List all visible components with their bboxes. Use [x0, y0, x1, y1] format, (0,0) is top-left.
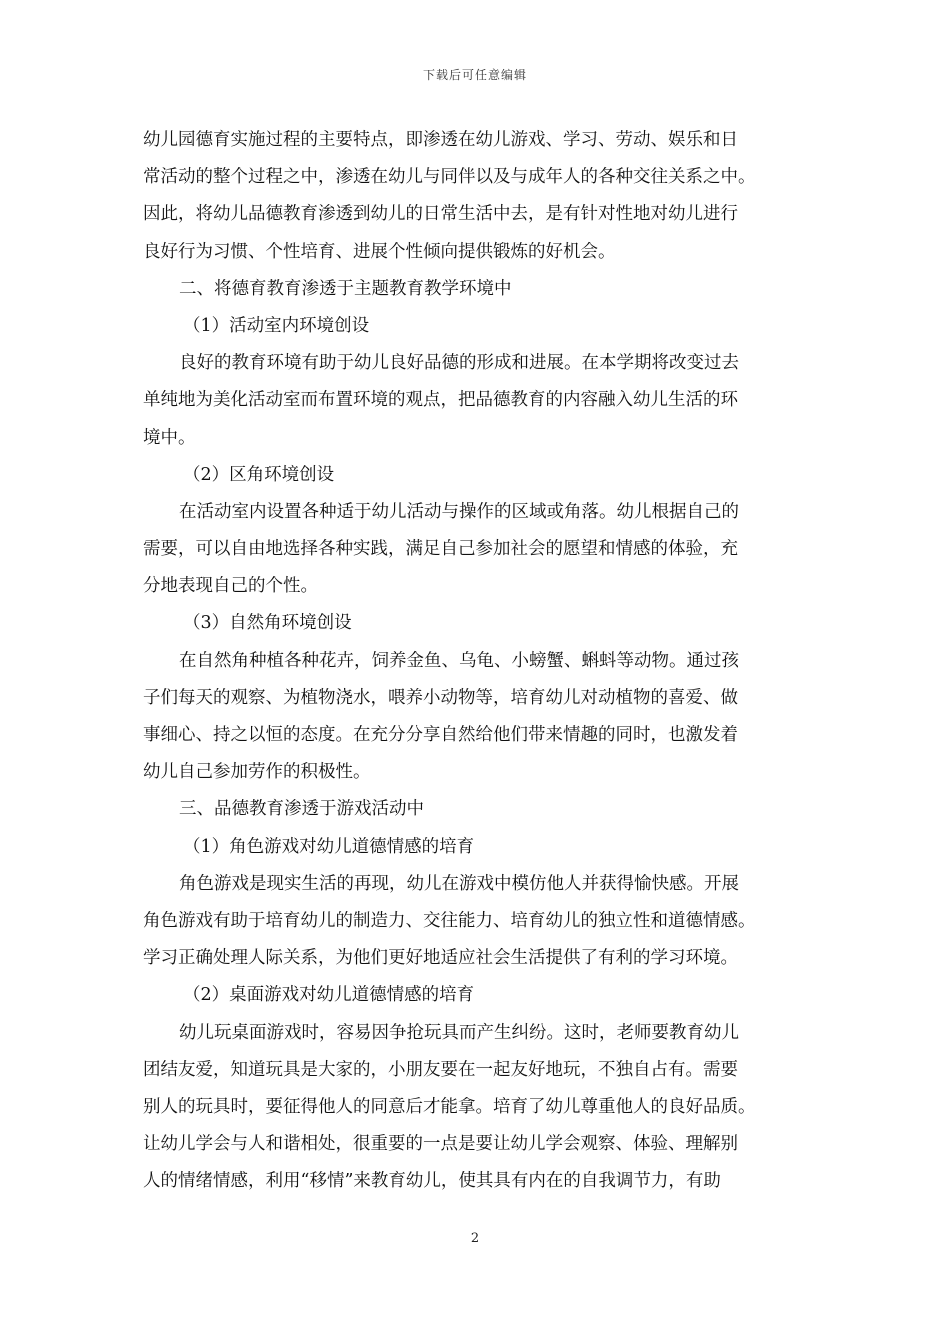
text-line: 事细心、持之以恒的态度。在充分分享自然给他们带来情趣的同时，也激发着 — [143, 725, 738, 745]
subsection-heading: （1）活动室内环境创设 — [183, 315, 370, 336]
text-line: 分地表现自己的个性。 — [143, 576, 318, 597]
text-line: 常活动的整个过程之中，渗透在幼儿与同伴以及与成年人的各种交往关系之中。 — [143, 167, 756, 188]
section-heading: 三、品德教育渗透于游戏活动中 — [179, 799, 424, 820]
page-header: 下载后可任意编辑 — [422, 68, 527, 82]
subsection-heading: （2）区角环境创设 — [183, 464, 335, 485]
document-body — [143, 122, 807, 1200]
text-line: 角色游戏是现实生活的再现，幼儿在游戏中模仿他人并获得愉快感。开展 — [179, 873, 739, 894]
text-line: 在活动室内设置各种适于幼儿活动与操作的区域或角落。幼儿根据自己的 — [179, 501, 739, 522]
text-line: 让幼儿学会与人和谐相处，很重要的一点是要让幼儿学会观察、体验、理解别 — [143, 1134, 738, 1155]
text-line: 幼儿园德育实施过程的主要特点，即渗透在幼儿游戏、学习、劳动、娱乐和日 — [143, 130, 738, 150]
text-line: 学习正确处理人际关系，为他们更好地适应社会生活提供了有利的学习环境。 — [143, 948, 738, 969]
text-line: 子们每天的观察、为植物浇水，喂养小动物等，培育幼儿对动植物的喜爱、做 — [143, 687, 738, 708]
text-line: 别人的玩具时，要征得他人的同意后才能拿。培育了幼儿尊重他人的良好品质。 — [143, 1096, 756, 1117]
text-line: 人的情绪情感，利用“移情”来教育幼儿，使其具有内在的自我调节力，有助 — [143, 1171, 721, 1192]
text-line: 良好的教育环境有助于幼儿良好品德的形成和进展。在本学期将改变过去 — [179, 353, 739, 374]
section-heading: 二、将德育教育渗透于主题教育教学环境中 — [179, 278, 512, 299]
page-number: 2 — [470, 1231, 480, 1246]
text-line: 幼儿玩桌面游戏时，容易因争抢玩具而产生纠纷。这时，老师要教育幼儿 — [179, 1022, 739, 1043]
subsection-heading: （1）角色游戏对幼儿道德情感的培育 — [183, 836, 475, 857]
subsection-heading: （3）自然角环境创设 — [183, 613, 352, 634]
text-line: 因此，将幼儿品德教育渗透到幼儿的日常生活中去，是有针对性地对幼儿进行 — [143, 204, 738, 225]
text-line: 需要，可以自由地选择各种实践，满足自己参加社会的愿望和情感的体验，充 — [143, 539, 738, 560]
subsection-heading: （2）桌面游戏对幼儿道德情感的培育 — [183, 985, 475, 1006]
text-line: 角色游戏有助于培育幼儿的制造力、交往能力、培育幼儿的独立性和道德情感。 — [143, 910, 756, 931]
text-line: 在自然角种植各种花卉，饲养金鱼、乌龟、小螃蟹、蝌蚪等动物。通过孩 — [179, 650, 739, 671]
text-line: 团结友爱，知道玩具是大家的，小朋友要在一起友好地玩，不独自占有。需要 — [143, 1059, 738, 1080]
text-line: 境中。 — [143, 427, 196, 448]
text-line: 单纯地为美化活动室而布置环境的观点，把品德教育的内容融入幼儿生活的环 — [143, 390, 738, 411]
text-line: 良好行为习惯、个性培育、进展个性倾向提供锻炼的好机会。 — [143, 241, 616, 262]
text-line: 幼儿自己参加劳作的积极性。 — [143, 762, 371, 783]
